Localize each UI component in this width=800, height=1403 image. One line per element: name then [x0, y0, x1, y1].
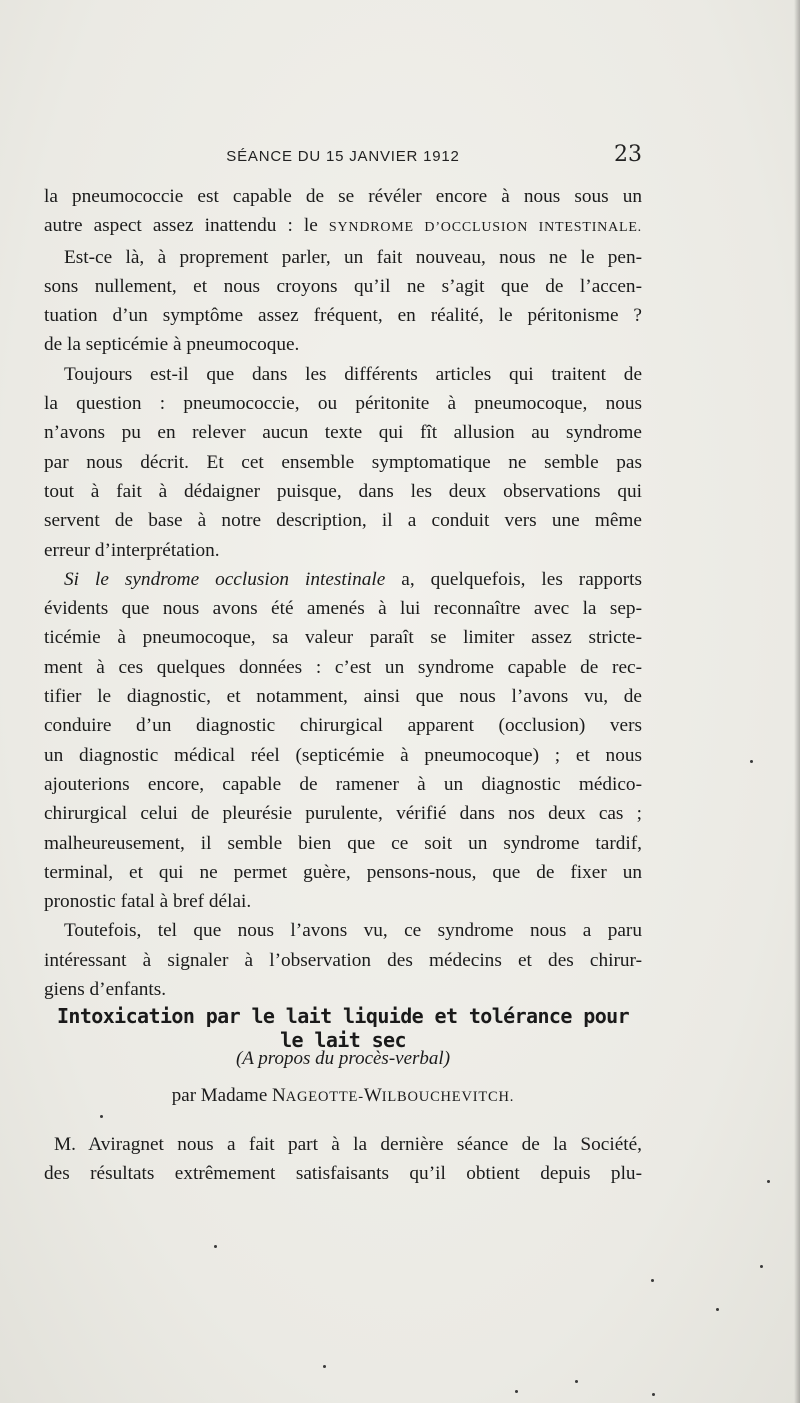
small-caps-term: SYNDROME D’OCCLUSION INTESTINALE. [328, 220, 642, 236]
text-line: erreur d’interprétation. [44, 539, 220, 561]
text-line: la question : pneumococcie, ou péritonite à pneumocoque, nous [44, 393, 642, 415]
scan-speck [323, 1365, 326, 1368]
scan-speck [575, 1380, 578, 1383]
scan-speck [515, 1390, 518, 1393]
article-author [44, 1085, 642, 1107]
page-number: 23 [614, 142, 642, 167]
text-line: évidents que nous avons été amenés à lui reconnaître avec la sep- [44, 598, 642, 620]
scan-speck [100, 1115, 103, 1118]
text-line: tuation d’un symptôme assez fréquent, en réalité, le péritonisme ? [44, 305, 642, 327]
text-line: pronostic fatal à bref délai. [44, 891, 252, 913]
text-line: tifier le diagnostic, et notamment, ainsi que nous l’avons vu, de [44, 686, 642, 708]
scan-speck [767, 1180, 770, 1183]
scan-speck [750, 760, 753, 763]
text-line: Toutefois, tel que nous l’avons vu, ce syndrome nous a paru [64, 920, 642, 942]
text-line: ticémie à pneumocoque, sa valeur paraît se limiter assez stricte- [44, 627, 642, 649]
running-title: SÉANCE DU 15 JANVIER 1912 [226, 148, 460, 165]
text-line: n’avons pu en relever aucun texte qui fît allusion au syndrome [44, 422, 642, 444]
text-line: conduire d’un diagnostic chirurgical apparent (occlusion) vers [44, 715, 642, 737]
text-line: tout à fait à dédaigner puisque, dans les deux observations qui [44, 480, 642, 502]
text-line: Toujours est-il que dans les différents articles qui traitent de [64, 363, 642, 385]
text-line: des résultats extrêmement satisfaisants qu’il obtient depuis plu- [44, 1163, 642, 1185]
scan-speck [652, 1393, 655, 1396]
page-edge-shadow [794, 0, 800, 1403]
author-prefix: par Madame [171, 1085, 273, 1106]
text-line: M. Aviragnet nous a fait part à la dernière séance de la Société, [54, 1134, 642, 1155]
text-line: servent de base à notre description, il a conduit vers une même [44, 510, 642, 532]
text-line: sons nullement, et nous croyons qu’il ne s’agit que de l’accen- [44, 275, 642, 297]
text-line: la pneumococcie est capable de se révéler encore à nous sous un [44, 186, 642, 207]
article-subtitle: (A propos du procès-verbal) [235, 1048, 451, 1069]
text-line: ajouterions encore, capable de ramener à un diagnostic médico- [44, 773, 642, 795]
scan-speck [214, 1245, 217, 1248]
running-head [44, 140, 642, 170]
italic-term: Si le syndrome occlusion intestinale [64, 568, 386, 590]
author-name-part: AGEOTTE- [285, 1089, 364, 1105]
body-text-continued [44, 1130, 642, 1189]
text-line: ment à ces quelques données : c’est un syndrome capable de rec- [44, 656, 642, 678]
text-line [44, 565, 642, 594]
text-line [44, 211, 642, 242]
text-line: chirurgical celui de pleurésie purulente, vérifié dans nos deux cas ; [44, 803, 642, 825]
body-text [44, 182, 642, 1004]
text-line: Est-ce là, à proprement parler, un fait nouveau, nous ne le pen- [64, 246, 642, 268]
scan-speck [716, 1308, 719, 1311]
text-span: a, quelquefois, les rapports [385, 568, 642, 590]
author-initial: W [363, 1085, 382, 1106]
text-line: par nous décrit. Et cet ensemble symptomatique ne semble pas [44, 451, 642, 473]
scan-speck [760, 1265, 763, 1268]
text-line: giens d’enfants. [44, 979, 167, 1001]
text-line: intéressant à signaler à l’observation des médecins et des chirur- [44, 949, 642, 971]
text-line: terminal, et qui ne permet guère, pensons-nous, que de fixer un [44, 861, 642, 883]
text-line: de la septicémie à pneumocoque. [44, 334, 300, 356]
author-initial: N [272, 1085, 286, 1106]
text-line: malheureusement, il semble bien que ce soit un syndrome tardif, [44, 832, 642, 854]
text-span: autre aspect assez inattendu : le [44, 215, 329, 237]
scan-speck [651, 1279, 654, 1282]
article-title: Intoxication par le lait liquide et tolérance pour le lait sec [56, 1004, 630, 1052]
text-line: un diagnostic médical réel (septicémie à pneumocoque) ; et nous [44, 744, 642, 766]
author-name-part: ILBOUCHEVITCH. [381, 1089, 515, 1105]
